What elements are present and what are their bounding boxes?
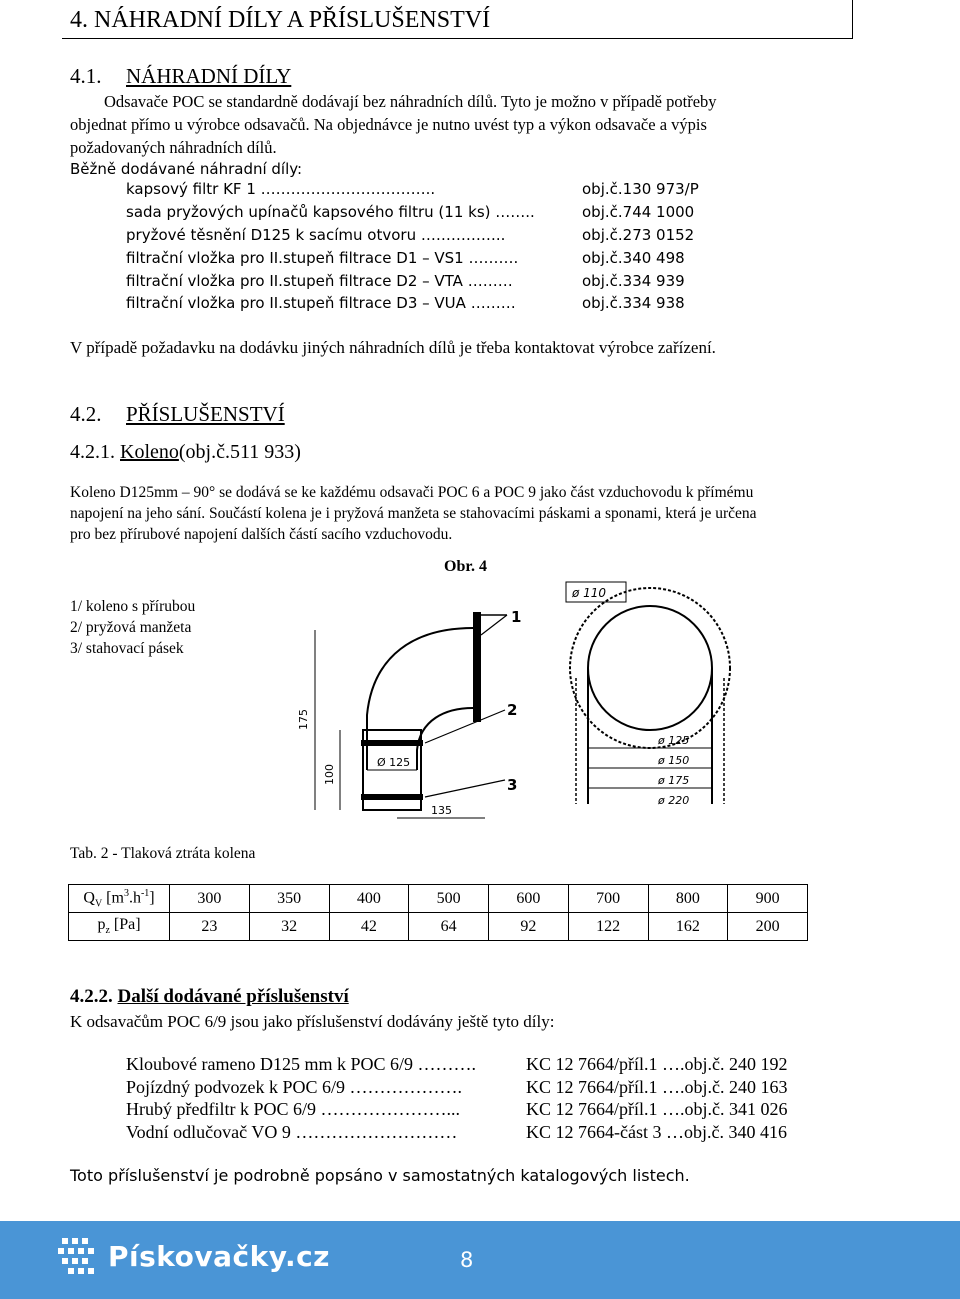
- table-row: [69, 885, 808, 913]
- table-row: [69, 913, 808, 941]
- part-dots: ……….: [468, 249, 519, 267]
- elbow-number: 4.2.1.: [70, 441, 115, 463]
- callout-1: 1: [511, 608, 522, 626]
- part-name: kapsový filtr KF 1: [126, 180, 256, 198]
- ring-label-4: ø 220: [658, 794, 690, 807]
- part-dots: ………: [470, 294, 516, 312]
- other-intro: K odsavačům POC 6/9 jsou jako příslušenství dodávány ještě tyto díly:: [70, 1012, 555, 1031]
- section-number-4-2: 4.2.: [70, 402, 102, 426]
- part-name: sada pryžových upínačů kapsového filtru (11 ks): [126, 203, 491, 221]
- part-item: [126, 249, 685, 267]
- other-heading: [70, 986, 349, 1008]
- accessory-dots: ……….: [417, 1054, 476, 1074]
- other-title: Další dodávané příslušenství: [117, 986, 349, 1007]
- pressure-loss-table: [68, 884, 808, 941]
- table-cell: 300: [170, 885, 250, 913]
- dim-135: 135: [431, 804, 452, 817]
- table-cell: 400: [329, 885, 409, 913]
- accessory-name: Kloubové rameno D125 mm k POC 6/9: [126, 1054, 413, 1074]
- accessory-item: [126, 1077, 788, 1098]
- accessory-item: [126, 1054, 788, 1075]
- table-cell: 500: [409, 885, 489, 913]
- elbow-heading: [70, 441, 301, 464]
- elbow-text-line-1: Koleno D125mm – 90° se dodává se ke každému odsavači POC 6 a POC 9 jako část vzduchovodu k přímému: [70, 484, 754, 501]
- part-code: obj.č.130 973/P: [582, 180, 699, 198]
- ring-label-1: ø 125: [658, 734, 690, 747]
- sleeve-drawing: [560, 578, 740, 818]
- elbow-inner-curve: [417, 708, 473, 770]
- part-dots: ……………..: [420, 226, 506, 244]
- parts-list-heading: Běžně dodávané náhradní díly:: [70, 160, 303, 178]
- part-code: obj.č.744 1000: [582, 203, 695, 221]
- row-head-pressure: $p_z$ [Pa]: [69, 913, 170, 941]
- brand-name[interactable]: Pískovačky.cz: [108, 1240, 330, 1273]
- part-code: obj.č.340 498: [582, 249, 685, 267]
- part-item: [126, 226, 695, 244]
- part-name: pryžové těsnění D125 k sacímu otvoru: [126, 226, 417, 244]
- figure-legend-item: 1/ koleno s přírubou: [70, 598, 196, 615]
- section-number-4-1: 4.1.: [70, 64, 102, 88]
- part-dots: ……..: [495, 203, 535, 221]
- accessory-item: [126, 1099, 788, 1120]
- callout-2: 2: [507, 701, 518, 719]
- chapter-title: 4. NÁHRADNÍ DÍLY A PŘÍSLUŠENSTVÍ: [70, 7, 491, 33]
- table-cell: 42: [329, 913, 409, 941]
- accessory-name: Pojízdný podvozek k POC 6/9: [126, 1077, 345, 1097]
- elbow-flange: [473, 612, 481, 722]
- table-cell: 200: [728, 913, 808, 941]
- page-number: 8: [460, 1248, 474, 1272]
- table-cell: 350: [249, 885, 329, 913]
- part-item: [126, 203, 695, 221]
- table-cell: 162: [648, 913, 728, 941]
- row-head-flow: $Q_V$ $[m^3.h^{-1}]$: [69, 885, 170, 913]
- intro-line-2: objednat přímo u výrobce odsavačů. Na objednávce je nutno uvést typ a výkon odsavače a výpis: [70, 115, 707, 134]
- table-caption: Tab. 2 - Tlaková ztráta kolena: [70, 845, 256, 862]
- accessory-name: Hrubý předfiltr k POC 6/9: [126, 1099, 316, 1119]
- intro-line-3: požadovaných náhradních dílů.: [70, 138, 277, 157]
- part-item: [126, 180, 699, 198]
- spare-parts-note: V případě požadavku na dodávku jiných náhradních dílů je třeba kontaktovat výrobce zařízení.: [70, 338, 716, 357]
- dim-100: 100: [323, 764, 336, 785]
- part-name: filtrační vložka pro II.stupeň filtrace D1 – VS1: [126, 249, 464, 267]
- ring-inner: [588, 606, 712, 730]
- ring-label-2: ø 150: [658, 754, 690, 767]
- part-dots: ………: [467, 272, 513, 290]
- accessory-dots: ………………………: [295, 1122, 458, 1142]
- accessory-doc: KC 12 7664/příl.1 ….obj.č. 341 026: [526, 1099, 788, 1119]
- part-dots: ……………………………..: [260, 180, 436, 198]
- elbow-code: (obj.č.511 933): [178, 441, 301, 463]
- intro-line-1: Odsavače POC se standardně dodávají bez náhradních dílů. Tyto je možno v případě potřeby: [104, 92, 717, 111]
- part-code: obj.č.334 938: [582, 294, 685, 312]
- dim-175: 175: [297, 709, 310, 730]
- other-number: 4.2.2.: [70, 986, 113, 1007]
- elbow-drawing: [285, 600, 535, 830]
- accessory-doc: KC 12 7664-část 3 …obj.č. 340 416: [526, 1122, 787, 1142]
- part-item: [126, 294, 685, 312]
- part-code: obj.č.273 0152: [582, 226, 695, 244]
- part-name: filtrační vložka pro II.stupeň filtrace D2 – VTA: [126, 272, 463, 290]
- figure-legend-item: 2/ pryžová manžeta: [70, 619, 192, 636]
- dim-d125: Ø 125: [377, 756, 411, 769]
- table-cell: 700: [568, 885, 648, 913]
- table-cell: 64: [409, 913, 489, 941]
- clamp-band-bottom: [361, 794, 423, 800]
- elbow-text-line-3: pro bez přírubové napojení dalších částí sacího vzduchovodu.: [70, 526, 453, 543]
- part-item: [126, 272, 685, 290]
- elbow-title: Koleno: [120, 441, 179, 463]
- table-cell: 122: [568, 913, 648, 941]
- section-title-accessories: PŘÍSLUŠENSTVÍ: [126, 402, 285, 426]
- clamp-band-top: [361, 740, 423, 746]
- table-cell: 900: [728, 885, 808, 913]
- other-note: Toto příslušenství je podrobně popsáno v samostatných katalogových listech.: [70, 1166, 690, 1185]
- figure-legend-item: 3/ stahovací pásek: [70, 640, 184, 657]
- accessory-name: Vodní odlučovač VO 9: [126, 1122, 291, 1142]
- ring-top-label: ø 110: [572, 586, 607, 600]
- accessory-dots: ……………….: [349, 1077, 462, 1097]
- ring-outer: [570, 588, 730, 748]
- table-cell: 23: [170, 913, 250, 941]
- figure-label: Obr. 4: [444, 558, 487, 575]
- table-cell: 600: [489, 885, 569, 913]
- accessory-doc: KC 12 7664/příl.1 ….obj.č. 240 163: [526, 1077, 788, 1097]
- table-cell: 800: [648, 885, 728, 913]
- part-name: filtrační vložka pro II.stupeň filtrace D3 – VUA: [126, 294, 466, 312]
- part-code: obj.č.334 939: [582, 272, 685, 290]
- accessory-dots: …………………...: [320, 1099, 460, 1119]
- table-cell: 92: [489, 913, 569, 941]
- ring-label-3: ø 175: [658, 774, 690, 787]
- accessory-doc: KC 12 7664/příl.1 ….obj.č. 240 192: [526, 1054, 788, 1074]
- callout-3: 3: [507, 776, 518, 794]
- elbow-text-line-2: napojení na jeho sání. Součástí kolena je i pryžová manžeta se stahovacími páskami a sponami, která je určena: [70, 505, 757, 522]
- table-cell: 32: [249, 913, 329, 941]
- section-title-spare-parts: NÁHRADNÍ DÍLY: [126, 64, 292, 88]
- brand-logo-icon: [58, 1236, 100, 1280]
- accessory-item: [126, 1122, 787, 1143]
